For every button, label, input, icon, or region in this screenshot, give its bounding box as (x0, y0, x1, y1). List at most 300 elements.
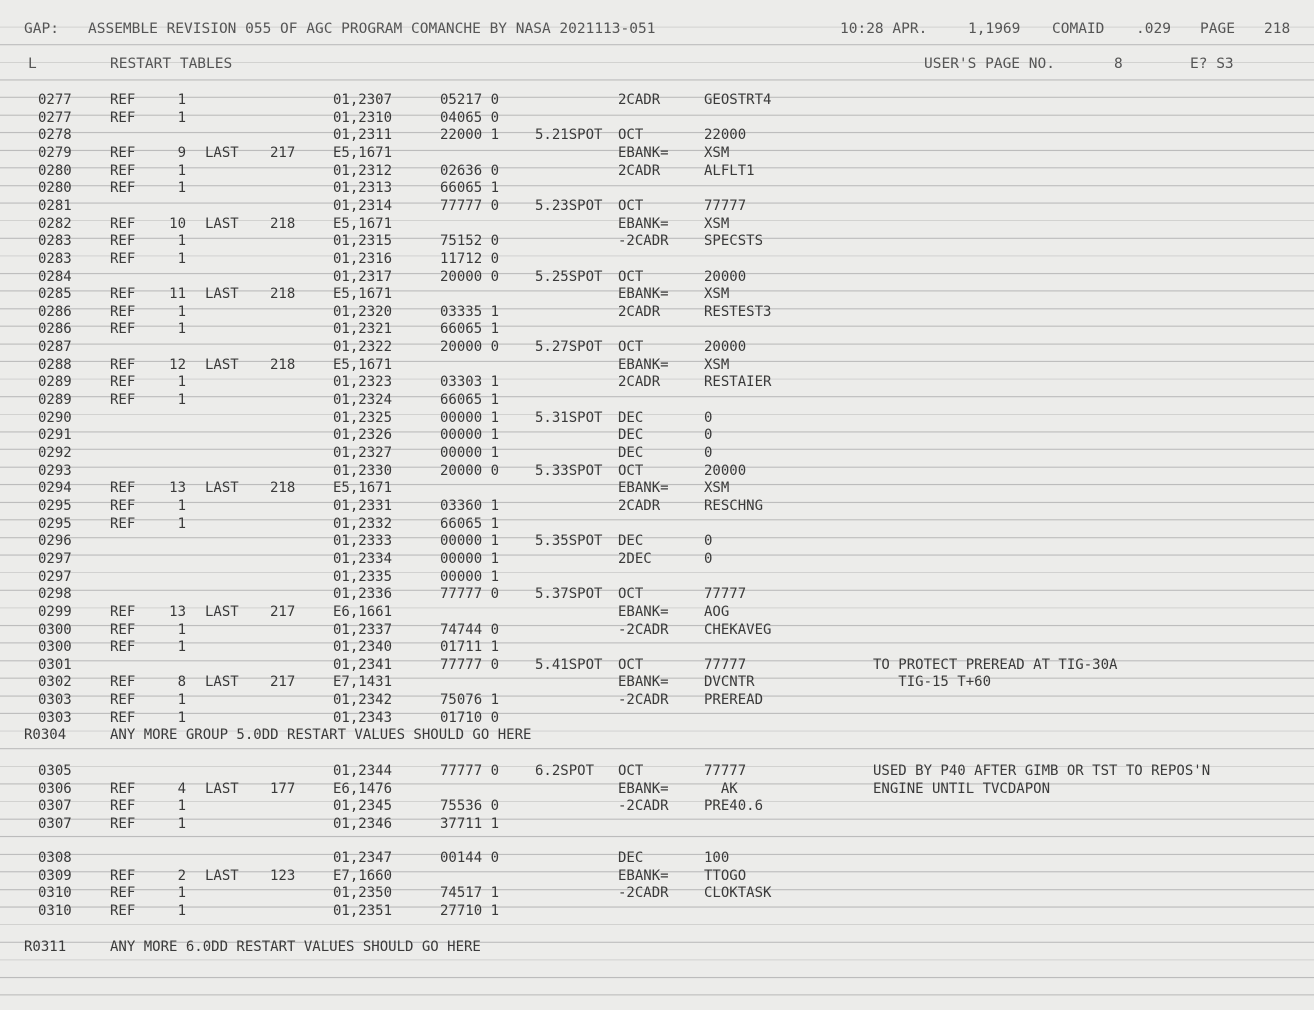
cell-seq: 0287 (38, 339, 72, 356)
cell-op: -2CADR (618, 621, 669, 638)
cell-seq: 0288 (38, 356, 72, 373)
cell-refn: 1 (177, 233, 186, 250)
cell-word: 77777 0 (440, 197, 500, 214)
cell-op: DEC (618, 427, 644, 444)
cell-seq: 0283 (38, 233, 72, 250)
cell-refn: 8 (177, 674, 186, 691)
listing-row (0, 162, 1314, 180)
cell-ref: REF (110, 250, 136, 267)
cell-seq: 0302 (38, 674, 72, 691)
cell-operand: 20000 (704, 339, 747, 356)
cell-addr: 01,2340 (333, 639, 393, 656)
cell-refn: 1 (177, 621, 186, 638)
cell-refn: 1 (177, 885, 186, 902)
cell-addr: E7,1431 (333, 674, 393, 691)
listing-row (0, 268, 1314, 286)
cell-ref: REF (110, 497, 136, 514)
page-header (0, 20, 1314, 38)
cell-operand: SPECSTS (704, 233, 764, 250)
cell-op: OCT (618, 462, 644, 479)
cell-word: 66065 1 (440, 392, 500, 409)
cell-addr: 01,2321 (333, 321, 393, 338)
cell-op: 2DEC (618, 550, 652, 567)
cell-refn: 2 (177, 867, 186, 884)
cell-word: 20000 0 (440, 268, 500, 285)
listing-row (0, 144, 1314, 162)
cell-lastn: 123 (270, 867, 296, 884)
cell-ref: REF (110, 780, 136, 797)
cell-word: 27710 1 (440, 902, 500, 919)
cell-lastn: 218 (270, 356, 296, 373)
cell-refn: 11 (169, 286, 186, 303)
remark-text: ANY MORE 6.0DD RESTART VALUES SHOULD GO HERE (110, 939, 481, 955)
cell-ref: REF (110, 815, 136, 832)
cell-operand: RESTEST3 (704, 303, 772, 320)
cell-refn: 1 (177, 321, 186, 338)
cell-refn: 1 (177, 497, 186, 514)
cell-addr: 01,2317 (333, 268, 393, 285)
cell-refn: 12 (169, 356, 186, 373)
cell-ref: REF (110, 639, 136, 656)
cell-word: 74517 1 (440, 885, 500, 902)
cell-op: EBANK= (618, 215, 669, 232)
cell-comment: TO PROTECT PREREAD AT TIG-30A (873, 656, 1118, 673)
cell-label: 5.23SPOT (535, 197, 603, 214)
cell-operand: CHEKAVEG (704, 621, 772, 638)
cell-seq: 0290 (38, 409, 72, 426)
cell-refn: 1 (177, 798, 186, 815)
cell-seq: 0279 (38, 144, 72, 161)
cell-addr: 01,2325 (333, 409, 393, 426)
cell-last: LAST (205, 780, 239, 797)
listing-row (0, 797, 1314, 815)
cell-addr: 01,2350 (333, 885, 393, 902)
cell-operand: DVCNTR (704, 674, 755, 691)
cell-label: 5.31SPOT (535, 409, 603, 426)
cell-addr: E5,1671 (333, 215, 393, 232)
cell-seq: 0283 (38, 250, 72, 267)
cell-last: LAST (205, 286, 239, 303)
users-page-label: USER'S PAGE NO. (924, 56, 1055, 72)
cell-op: DEC (618, 533, 644, 550)
cell-addr: 01,2344 (333, 763, 393, 779)
remark-seq: R0304 (24, 727, 67, 743)
cell-label: 5.27SPOT (535, 339, 603, 356)
gap-label: GAP: (24, 21, 59, 37)
cell-label: 5.41SPOT (535, 656, 603, 673)
listing-row (0, 638, 1314, 656)
cell-op: EBANK= (618, 780, 669, 797)
listing-row (0, 285, 1314, 303)
cell-ref: REF (110, 162, 136, 179)
cell-op: EBANK= (618, 867, 669, 884)
cell-operand: 77777 (704, 656, 747, 673)
cell-word: 03360 1 (440, 497, 500, 514)
cell-word: 03335 1 (440, 303, 500, 320)
page-number: 218 (1264, 21, 1291, 37)
cell-addr: 01,2342 (333, 692, 393, 709)
cell-seq: 0310 (38, 902, 72, 919)
cell-operand: 100 (704, 850, 730, 866)
cell-operand: XSM (704, 356, 730, 373)
listing-row (0, 762, 1314, 780)
cell-ref: REF (110, 867, 136, 884)
cell-lastn: 218 (270, 480, 296, 497)
cell-operand: XSM (704, 215, 730, 232)
cell-operand: 77777 (704, 763, 747, 779)
remark-text: ANY MORE GROUP 5.0DD RESTART VALUES SHOULD GO HERE (110, 727, 532, 743)
assembly-title: ASSEMBLE REVISION 055 OF AGC PROGRAM COMANCHE BY NASA 2021113-051 (88, 21, 656, 37)
cell-label: 5.21SPOT (535, 127, 603, 144)
cell-seq: 0291 (38, 427, 72, 444)
cell-ref: REF (110, 321, 136, 338)
cell-op: OCT (618, 656, 644, 673)
cell-op: 2CADR (618, 303, 661, 320)
cell-operand: 0 (704, 533, 713, 550)
cell-operand: 0 (704, 427, 713, 444)
cell-op: EBANK= (618, 674, 669, 691)
cell-operand: 0 (704, 445, 713, 461)
cell-refn: 1 (177, 92, 186, 108)
cell-addr: 01,2324 (333, 392, 393, 409)
cell-ref: REF (110, 356, 136, 373)
cell-op: EBANK= (618, 356, 669, 373)
listing-row (0, 356, 1314, 374)
cell-seq: 0286 (38, 303, 72, 320)
cell-label: 6.2SPOT (535, 763, 595, 779)
cell-op: 2CADR (618, 374, 661, 391)
cell-refn: 13 (169, 603, 186, 620)
cell-refn: 1 (177, 303, 186, 320)
cell-last: LAST (205, 867, 239, 884)
cell-addr: 01,2322 (333, 339, 393, 356)
listing-row (0, 250, 1314, 268)
cell-word: 77777 0 (440, 763, 500, 779)
listing-row (0, 373, 1314, 391)
cell-addr: 01,2347 (333, 850, 393, 866)
remark-line-2 (0, 938, 1314, 956)
cell-ref: REF (110, 374, 136, 391)
cell-lastn: 177 (270, 780, 296, 797)
listing-row (0, 709, 1314, 727)
listing-row (0, 532, 1314, 550)
cell-refn: 1 (177, 162, 186, 179)
cell-addr: 01,2307 (333, 92, 393, 108)
cell-word: 77777 0 (440, 586, 500, 603)
cell-lastn: 217 (270, 603, 296, 620)
cell-operand: GEOSTRT4 (704, 92, 772, 108)
cell-operand: 20000 (704, 462, 747, 479)
cell-word: 00000 1 (440, 445, 500, 461)
cell-seq: 0297 (38, 568, 72, 585)
cell-operand: 20000 (704, 268, 747, 285)
cell-refn: 1 (177, 515, 186, 532)
cell-refn: 1 (177, 692, 186, 709)
cell-op: DEC (618, 850, 644, 866)
cell-last: LAST (205, 603, 239, 620)
cell-word: 05217 0 (440, 92, 500, 108)
cell-lastn: 218 (270, 286, 296, 303)
listing-row (0, 215, 1314, 233)
listing-row (0, 338, 1314, 356)
cell-ref: REF (110, 392, 136, 409)
cell-addr: 01,2313 (333, 180, 393, 197)
cell-seq: 0310 (38, 885, 72, 902)
cell-refn: 1 (177, 902, 186, 919)
cell-label: 5.25SPOT (535, 268, 603, 285)
listing-row (0, 197, 1314, 215)
listing-row (0, 179, 1314, 197)
listing-row (0, 409, 1314, 427)
cell-addr: E5,1671 (333, 286, 393, 303)
cell-word: 75076 1 (440, 692, 500, 709)
cell-addr: 01,2346 (333, 815, 393, 832)
page-label: PAGE (1200, 21, 1235, 37)
cell-seq: 0285 (38, 286, 72, 303)
cell-word: 77777 0 (440, 656, 500, 673)
cell-comment: USED BY P40 AFTER GIMB OR TST TO REPOS'N (873, 763, 1211, 779)
cell-op: OCT (618, 339, 644, 356)
cell-last: LAST (205, 674, 239, 691)
cell-op: -2CADR (618, 233, 669, 250)
cell-seq: 0308 (38, 850, 72, 866)
cell-word: 00000 1 (440, 568, 500, 585)
cell-addr: 01,2315 (333, 233, 393, 250)
cell-operand: 0 (704, 409, 713, 426)
cell-ref: REF (110, 215, 136, 232)
cell-word: 01711 1 (440, 639, 500, 656)
cell-label: 5.35SPOT (535, 533, 603, 550)
cell-refn: 1 (177, 709, 186, 726)
cell-op: 2CADR (618, 92, 661, 108)
cell-ref: REF (110, 692, 136, 709)
users-page-number: 8 (1114, 56, 1123, 72)
cell-ref: REF (110, 674, 136, 691)
cell-op: OCT (618, 127, 644, 144)
cell-operand: 77777 (704, 197, 747, 214)
cell-addr: 01,2336 (333, 586, 393, 603)
cell-ref: REF (110, 144, 136, 161)
listing-row (0, 568, 1314, 586)
cell-refn: 1 (177, 392, 186, 409)
cell-label: 5.37SPOT (535, 586, 603, 603)
cell-seq: 0281 (38, 197, 72, 214)
cell-refn: 1 (177, 109, 186, 126)
cell-seq: 0280 (38, 180, 72, 197)
header-comaid: COMAID (1052, 21, 1105, 37)
cell-addr: 01,2335 (333, 568, 393, 585)
cell-operand: AK (704, 780, 738, 797)
cell-operand: XSM (704, 286, 730, 303)
cell-seq: 0298 (38, 586, 72, 603)
cell-ref: REF (110, 709, 136, 726)
cell-addr: 01,2351 (333, 902, 393, 919)
cell-ref: REF (110, 798, 136, 815)
cell-ref: REF (110, 480, 136, 497)
cell-seq: 0292 (38, 445, 72, 461)
cell-op: OCT (618, 197, 644, 214)
cell-seq: 0307 (38, 815, 72, 832)
listing-row (0, 497, 1314, 515)
cell-refn: 1 (177, 180, 186, 197)
cell-operand: RESTAIER (704, 374, 772, 391)
listing-row (0, 884, 1314, 902)
cell-seq: 0277 (38, 109, 72, 126)
cell-ref: REF (110, 180, 136, 197)
cell-lastn: 218 (270, 215, 296, 232)
cell-ref: REF (110, 621, 136, 638)
cell-op: -2CADR (618, 692, 669, 709)
section-title: RESTART TABLES (110, 56, 233, 72)
cell-seq: 0295 (38, 497, 72, 514)
cell-addr: 01,2334 (333, 550, 393, 567)
cell-ref: REF (110, 286, 136, 303)
cell-addr: 01,2333 (333, 533, 393, 550)
section-tag: E? S3 (1190, 56, 1234, 72)
section-mark: L (28, 56, 37, 72)
cell-comment: TIG-15 T+60 (873, 674, 992, 691)
cell-seq: 0289 (38, 374, 72, 391)
cell-addr: E6,1661 (333, 603, 393, 620)
cell-seq: 0300 (38, 639, 72, 656)
cell-ref: REF (110, 92, 136, 108)
cell-operand: XSM (704, 480, 730, 497)
cell-addr: 01,2310 (333, 109, 393, 126)
cell-addr: E5,1671 (333, 144, 393, 161)
cell-addr: 01,2327 (333, 445, 393, 461)
cell-operand: 0 (704, 550, 713, 567)
cell-ref: REF (110, 515, 136, 532)
listing-row (0, 656, 1314, 674)
cell-comment: ENGINE UNTIL TVCDAPON (873, 780, 1051, 797)
cell-refn: 10 (169, 215, 186, 232)
listing-row (0, 902, 1314, 920)
cell-addr: 01,2345 (333, 798, 393, 815)
cell-addr: 01,2323 (333, 374, 393, 391)
cell-last: LAST (205, 480, 239, 497)
cell-seq: 0277 (38, 92, 72, 108)
cell-addr: 01,2320 (333, 303, 393, 320)
remark-line-1 (0, 726, 1314, 744)
cell-seq: 0294 (38, 480, 72, 497)
cell-seq: 0295 (38, 515, 72, 532)
cell-addr: 01,2341 (333, 656, 393, 673)
cell-op: 2CADR (618, 162, 661, 179)
cell-word: 00000 1 (440, 533, 500, 550)
cell-seq: 0307 (38, 798, 72, 815)
listing-row (0, 815, 1314, 833)
cell-last: LAST (205, 144, 239, 161)
cell-operand: 77777 (704, 586, 747, 603)
listing-row (0, 91, 1314, 109)
cell-op: DEC (618, 409, 644, 426)
cell-seq: 0303 (38, 709, 72, 726)
cell-word: 37711 1 (440, 815, 500, 832)
cell-op: -2CADR (618, 885, 669, 902)
header-date: 1,1969 (968, 21, 1021, 37)
cell-ref: REF (110, 603, 136, 620)
remark-seq: R0311 (24, 939, 67, 955)
cell-seq: 0282 (38, 215, 72, 232)
cell-refn: 4 (177, 780, 186, 797)
cell-word: 74744 0 (440, 621, 500, 638)
listing-row (0, 462, 1314, 480)
cell-operand: XSM (704, 144, 730, 161)
cell-word: 02636 0 (440, 162, 500, 179)
listing-row (0, 391, 1314, 409)
cell-op: EBANK= (618, 144, 669, 161)
cell-addr: 01,2343 (333, 709, 393, 726)
cell-word: 66065 1 (440, 180, 500, 197)
cell-seq: 0299 (38, 603, 72, 620)
cell-last: LAST (205, 215, 239, 232)
listing-row (0, 673, 1314, 691)
listing-row (0, 320, 1314, 338)
cell-word: 22000 1 (440, 127, 500, 144)
cell-seq: 0293 (38, 462, 72, 479)
listing-row (0, 479, 1314, 497)
cell-word: 03303 1 (440, 374, 500, 391)
cell-addr: E6,1476 (333, 780, 393, 797)
cell-word: 20000 0 (440, 462, 500, 479)
cell-op: EBANK= (618, 286, 669, 303)
cell-operand: AOG (704, 603, 730, 620)
cell-addr: 01,2330 (333, 462, 393, 479)
cell-addr: E7,1660 (333, 867, 393, 884)
cell-op: OCT (618, 268, 644, 285)
listing-row (0, 232, 1314, 250)
cell-refn: 1 (177, 250, 186, 267)
cell-refn: 13 (169, 480, 186, 497)
cell-addr: E5,1671 (333, 356, 393, 373)
cell-addr: 01,2312 (333, 162, 393, 179)
cell-refn: 1 (177, 815, 186, 832)
cell-seq: 0306 (38, 780, 72, 797)
cell-operand: 22000 (704, 127, 747, 144)
cell-word: 04065 0 (440, 109, 500, 126)
cell-word: 00000 1 (440, 409, 500, 426)
listing-row (0, 691, 1314, 709)
cell-addr: 01,2331 (333, 497, 393, 514)
listing-row (0, 621, 1314, 639)
cell-lastn: 217 (270, 144, 296, 161)
header-code: .029 (1136, 21, 1171, 37)
cell-seq: 0286 (38, 321, 72, 338)
cell-seq: 0300 (38, 621, 72, 638)
cell-ref: REF (110, 902, 136, 919)
cell-addr: 01,2326 (333, 427, 393, 444)
cell-op: DEC (618, 445, 644, 461)
listing-row (0, 109, 1314, 127)
cell-word: 00144 0 (440, 850, 500, 866)
cell-op: EBANK= (618, 603, 669, 620)
cell-word: 00000 1 (440, 550, 500, 567)
listing-row (0, 780, 1314, 798)
cell-addr: 01,2316 (333, 250, 393, 267)
cell-seq: 0280 (38, 162, 72, 179)
cell-operand: ALFLT1 (704, 162, 755, 179)
cell-ref: REF (110, 303, 136, 320)
listing-row (0, 126, 1314, 144)
cell-refn: 1 (177, 639, 186, 656)
cell-word: 66065 1 (440, 515, 500, 532)
listing-row (0, 849, 1314, 867)
cell-op: 2CADR (618, 497, 661, 514)
cell-seq: 0289 (38, 392, 72, 409)
cell-label: 5.33SPOT (535, 462, 603, 479)
cell-last: LAST (205, 356, 239, 373)
cell-ref: REF (110, 233, 136, 250)
